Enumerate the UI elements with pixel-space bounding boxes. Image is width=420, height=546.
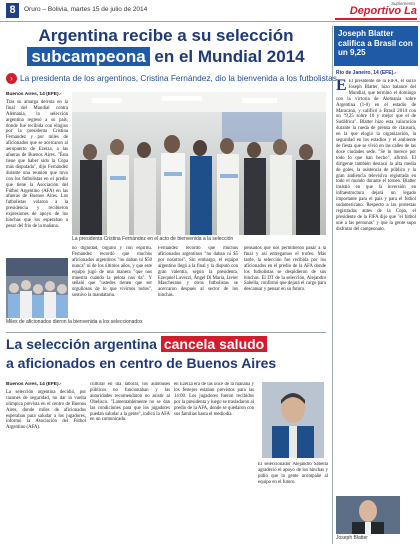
main-article-dateline: Buenos Aires, 14 (EFE).- <box>6 92 62 97</box>
sidebar-article-text <box>336 79 416 494</box>
brand-supplement-label: Suplemento <box>390 1 415 6</box>
second-article-column-2: cultural en día laboral, los autobuses públicos no funcionaban y las autoridades recomendaron no asistir al Obelisco. "Lamentablemente no se dan las condiciones para que los jugadores puedan saludar a la gente", indicó la AFA en un comunicado. <box>90 382 170 423</box>
second-headline-line1 <box>6 336 328 356</box>
brand-title <box>335 6 417 17</box>
main-article-text-1: Tras su amarga derrota en la final del Mundial contra Alemania, la selección argentina regresó a su país, donde fue recibida con elogios por la presidenta Cristina Fernández y por miles de aficionados que se acercaron al aeropuerto de Ezeiza, a las afueras de Buenos Aires. "Ésta tiene que haber sido la Copa más disputada", dijo Fernández durante una reunión que tuvo con los futbolistas en el predio que tiene la Asociación del Fútbol Argentino (AFA) en las afueras de Buenos Aires. Los futbolistas volaron a la presidencia y recibieron expresiones de apoyo de los hinchas que los esperaban a pesar del frío de la mañana. <box>6 99 68 229</box>
sidebar-article-body: El presidente de la FIFA, el suizo Joseph Blatter, hizo balance del Mundial, que terminó el domingo con la victoria de Alemania sobre Argentina (1-0) en el estadio de Maracaná, y calificó a Brasil 2014 con un "9,25 sobre 10 y mejor que el de Sudáfrica". Blatter hizo esta valoración durante la rueda de prensa de clausura, en la que elogió la organización, la seguridad en los estadios y el ambiente de fiesta que se vivió en las calles de las doce ciudades sede. "Se lo merece por todo lo que han hecho", afirmó. El dirigente también destacó la alta media de goles, la asistencia de público y la gran audiencia televisiva registrada en todo el mundo durante el torneo. Blatter insistió en que la inversión en infraestructura dejará un legado importante para el país y para el fútbol sudamericano. Respecto a las protestas registradas antes de la Copa, el presidente de la FIFA dijo que "el fútbol une a las personas" y que la gente supo disfrutar del campeonato. <box>336 79 416 232</box>
main-headline-highlight: subcampeona <box>27 47 149 66</box>
sidebar-photo-caption: Joseph Blatter <box>336 535 368 541</box>
sidebar-headline: Joseph Blatter califica a Brasil con un 9,25 <box>334 26 418 66</box>
fans-photo <box>6 258 68 318</box>
second-article-text-1: La selección argentina decidió, por razones de seguridad, no dar la vuelta olímpica prevista en el centro de Buenos Aires, donde miles de aficionados esperaban para saludar a los jugadores, informó la Asociación del Fútbol Argentino (AFA). <box>6 389 86 431</box>
second-headline-highlight: cancela saludo <box>161 336 267 352</box>
brand-logo <box>335 1 417 21</box>
second-article-column-3: en Ezeiza era de las once de la mañana y los festejos estaban previstos para las 14:00. Los jugadores fueron recibidos por la presidenta y luego se trasladaron al predio de la AFA, donde se quedaron con sus familias hasta el mediodía. <box>174 382 254 417</box>
second-headline-start: La selección argentina <box>6 336 161 352</box>
brand-title-suffix: La <box>401 5 417 17</box>
second-article-dateline: Buenos Aires, 14 (EFE).- <box>6 382 62 387</box>
main-photo <box>72 92 326 235</box>
main-headline-rest: en el Mundial 2014 <box>149 47 305 66</box>
main-photo-image <box>72 92 326 235</box>
fans-photo-caption: Miles de aficionados dieron la bienvenida a los seleccionados <box>6 319 143 325</box>
brand-title-main: Deportivo <box>349 5 402 17</box>
sidebar-dateline: Río de Janeiro, 14 (EFE).- <box>336 70 397 76</box>
main-article-column-2: no dignidad, orgullo y con espíritu. Fernández recordó que muchos aficionados argentinos "no daban ni $50 nunca" ni de los últimos años, y que este equipo jugó de una manera "que nos muestra cuándo la pelota nos da". Y señaló que "ustedes tienen que ser orgullosos de lo que vivimos todos", sostuvo la mandataria. <box>72 246 152 299</box>
second-article-column-4: El seleccionador Alejandro Sabella agradeció el apoyo de los hinchas y pidió que la gente acompañe al equipo en el futuro. <box>258 462 328 485</box>
chevron-right-icon: › <box>6 73 17 84</box>
sidebar-photo <box>336 496 400 534</box>
page-number: 8 <box>6 3 19 18</box>
sabella-photo-image <box>262 382 324 458</box>
sidebar-dropcap: E <box>336 79 347 94</box>
brand-stripe <box>335 18 417 20</box>
main-kicker <box>6 73 337 86</box>
main-headline-line1: Argentina recibe a su selección <box>38 26 294 45</box>
main-kicker-text: La presidenta de los argentinos, Cristina Fernández, dio la bienvenida a los futbolistas <box>20 73 337 83</box>
main-headline-line2 <box>6 47 326 69</box>
page-dateline: Oruro – Bolivia, martes 15 de julio de 2014 <box>24 6 148 13</box>
main-photo-caption: La presidenta Cristina Fernández en el acto de bienvenida a la selección <box>72 236 326 245</box>
main-article-column-4: pensados que nos permitieron pasar a la final y así entregamos el trofeo. Más tarde, la selección fue recibida por los aficionados en el predio de la AFA donde los futbolistas se despidieron de sus hinchas. El DT de la selección, Alejandro Sabella, confirmó que dejará el cargo para descansar y pensar en su futuro. <box>244 246 326 293</box>
main-article-column-3: Fernández recordó que muchos aficionados argentinos "no daban ni $5 por nosotros". Sin embargo, el equipo argentino llegó a la final y la disputó con gran valentía, según la presidenta. Ezequiel Lavezzi, Ángel Di María, Javier Mascherano y otros futbolistas se acercaron después al sector de los hinchas. <box>158 246 238 299</box>
sabella-photo <box>262 382 324 458</box>
fans-photo-image <box>6 258 68 318</box>
second-headline-line2: a aficionados en centro de Buenos Aires <box>6 355 277 371</box>
blatter-photo-image <box>336 496 400 534</box>
section-divider <box>6 332 326 333</box>
second-article-column-1 <box>6 382 86 542</box>
